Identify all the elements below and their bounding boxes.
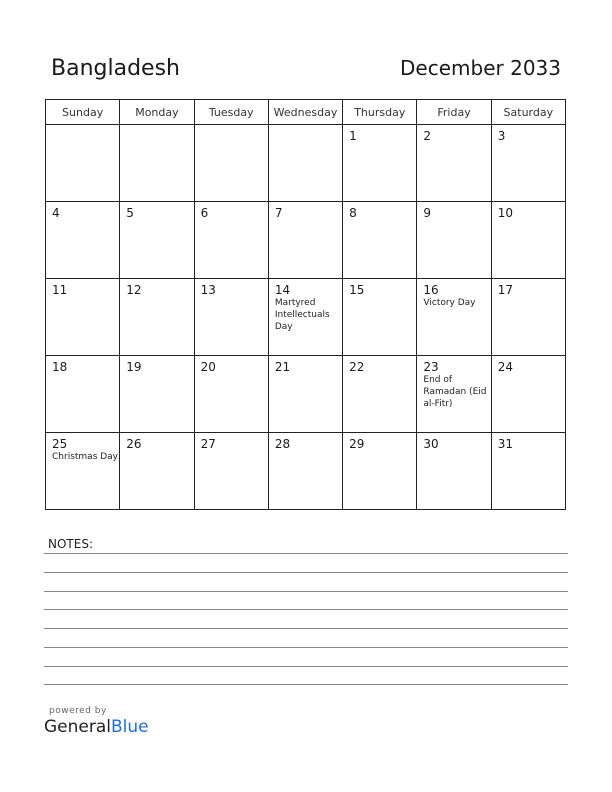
weekday-header: Sunday [46,100,120,125]
day-cell [491,279,565,356]
day-number: 29 [349,437,365,451]
day-number: 23 [423,360,439,374]
day-cell [46,125,120,202]
week-row [46,279,566,356]
month-title: December 2033 [400,56,561,80]
day-number [120,125,193,129]
day-number: 26 [126,437,142,451]
day-number [269,125,342,129]
day-number: 27 [200,437,216,451]
note-line [44,609,568,610]
day-cell [268,433,342,510]
note-line [44,572,568,573]
day-cell [417,356,491,433]
day-number: 1 [349,129,357,143]
day-cell [343,279,417,356]
brand-blue: Blue [111,717,149,737]
day-number [195,125,268,129]
day-cell [417,279,491,356]
day-cell [120,279,194,356]
day-cell [417,125,491,202]
day-number: 19 [126,360,142,374]
holiday-label: Victory Day [423,298,476,308]
day-cell [268,279,342,356]
day-cell [46,202,120,279]
day-cell [417,433,491,510]
day-cell [46,433,120,510]
note-line [44,591,568,592]
day-cell [268,125,342,202]
day-number: 22 [349,360,365,374]
day-cell [194,279,268,356]
note-line [44,684,568,685]
day-number: 25 [52,437,68,451]
note-line [44,628,568,629]
day-cell [120,125,194,202]
weekday-header: Monday [120,100,194,125]
day-number: 17 [497,283,513,297]
day-number: 8 [349,206,357,220]
day-number: 16 [423,283,439,297]
day-number: 15 [349,283,365,297]
day-number: 13 [200,283,216,297]
weekday-header-row [46,100,566,125]
day-number: 21 [274,360,291,374]
day-number: 12 [126,283,142,297]
day-cell [194,125,268,202]
day-cell [268,202,342,279]
day-number: 10 [497,206,513,220]
week-row [46,202,566,279]
day-number: 4 [52,206,60,220]
day-number: 11 [52,283,68,297]
day-number: 5 [126,206,134,220]
week-row [46,356,566,433]
day-cell [491,202,565,279]
note-line [44,647,568,648]
brand-general: General [44,717,111,737]
weekday-header: Tuesday [194,100,268,125]
calendar-grid [45,99,566,510]
day-number: 7 [274,206,283,220]
powered-by-text: powered by [49,706,107,716]
day-cell [194,202,268,279]
day-cell [491,356,565,433]
day-number: 14 [274,283,291,297]
day-cell [46,356,120,433]
day-cell [417,202,491,279]
day-cell [343,356,417,433]
day-cell [343,125,417,202]
note-line [44,553,568,554]
day-number: 6 [200,206,209,220]
day-number: 3 [497,129,506,143]
weekday-header: Wednesday [268,100,342,125]
day-number: 18 [52,360,68,374]
notes-label: NOTES: [48,537,93,551]
day-number: 28 [274,437,291,451]
country-title: Bangladesh [51,56,180,81]
day-cell [343,202,417,279]
day-number [46,125,119,129]
week-row [46,125,566,202]
weekday-header: Thursday [343,100,417,125]
day-cell [491,125,565,202]
day-number: 9 [423,206,432,220]
note-line [44,666,568,667]
day-number: 30 [423,437,439,451]
holiday-label: Christmas Day [52,452,119,462]
day-number: 2 [423,129,432,143]
day-cell [268,356,342,433]
day-number: 24 [497,360,513,374]
holiday-label: Martyred Intellectuals Day [274,298,330,332]
day-cell [120,356,194,433]
day-cell [194,433,268,510]
weekday-header: Friday [417,100,491,125]
day-cell [491,433,565,510]
day-number: 20 [200,360,216,374]
day-cell [120,433,194,510]
holiday-label: End of Ramadan (Eid al-Fitr) [423,375,487,409]
day-number: 31 [497,437,513,451]
week-row [46,433,566,510]
day-cell [120,202,194,279]
day-cell [194,356,268,433]
day-cell [46,279,120,356]
day-cell [343,433,417,510]
brand-logo [44,717,149,737]
weekday-header: Saturday [491,100,565,125]
